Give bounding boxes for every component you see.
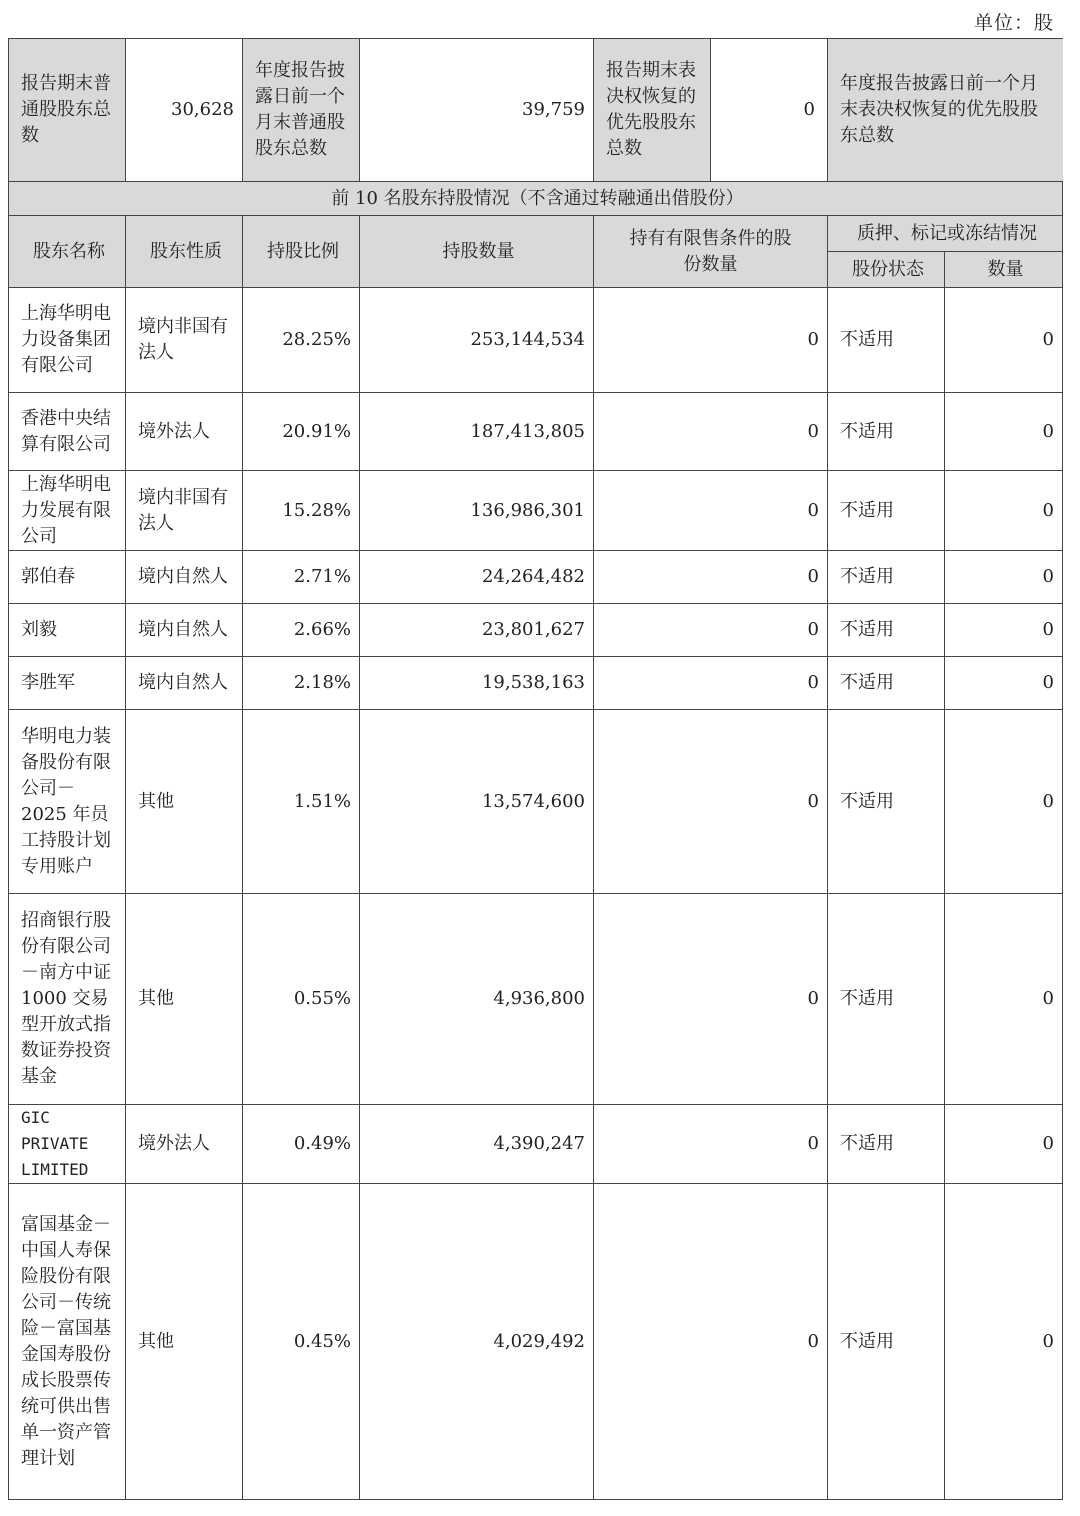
cell-pledge-status: 不适用 [828, 551, 945, 604]
cell-restricted: 0 [594, 471, 828, 551]
cell-pledge-qty: 0 [945, 1105, 1063, 1184]
table-row [9, 1184, 1063, 1500]
table-row [9, 657, 1063, 710]
cell-nature: 其他 [126, 894, 243, 1105]
cell-name: 上海华明电力发展有限公司 [9, 471, 126, 551]
cell-ratio: 0.55% [243, 894, 360, 1105]
cell-pledge-status: 不适用 [828, 1184, 945, 1500]
shareholder-table [8, 38, 1063, 1500]
cell-restricted: 0 [594, 1184, 828, 1500]
cell-ratio: 15.28% [243, 471, 360, 551]
cell-pledge-qty: 0 [945, 1184, 1063, 1500]
table-row [9, 894, 1063, 1105]
header-nature: 股东性质 [126, 216, 243, 288]
cell-shares: 187,413,805 [360, 393, 594, 471]
cell-restricted: 0 [594, 288, 828, 393]
section-title: 前 10 名股东持股情况（不含通过转融通出借股份） [9, 182, 1063, 216]
cell-nature: 境内非国有法人 [126, 471, 243, 551]
cell-restricted: 0 [594, 657, 828, 710]
cell-shares: 4,390,247 [360, 1105, 594, 1184]
summary-pref-prior-block [828, 39, 1038, 182]
cell-shares: 4,936,800 [360, 894, 594, 1105]
cell-name: 郭伯春 [9, 551, 126, 604]
table-row [9, 551, 1063, 604]
cell-ratio: 1.51% [243, 710, 360, 894]
cell-nature: 境内自然人 [126, 604, 243, 657]
summary-pref-block [594, 39, 828, 182]
cell-nature: 其他 [126, 710, 243, 894]
cell-pledge-status: 不适用 [828, 393, 945, 471]
cell-shares: 13,574,600 [360, 710, 594, 894]
header-name: 股东名称 [9, 216, 126, 288]
cell-name: 华明电力装备股份有限公司－2025 年员工持股计划专用账户 [9, 710, 126, 894]
cell-name: 李胜军 [9, 657, 126, 710]
cell-ratio: 0.49% [243, 1105, 360, 1184]
cell-nature: 境内非国有法人 [126, 288, 243, 393]
cell-pledge-qty: 0 [945, 657, 1063, 710]
cell-shares: 24,264,482 [360, 551, 594, 604]
summary-value-prior-month-holders [360, 39, 594, 182]
cell-ratio: 2.18% [243, 657, 360, 710]
cell-name: GIC PRIVATE LIMITED [9, 1105, 126, 1184]
cell-ratio: 2.66% [243, 604, 360, 657]
header-pledge-group: 质押、标记或冻结情况 [828, 216, 1063, 252]
cell-name: 富国基金－中国人寿保险股份有限公司－传统险－富国基金国寿股份成长股票传统可供出售单一资产管理计划 [9, 1184, 126, 1500]
cell-nature: 其他 [126, 1184, 243, 1500]
cell-shares: 136,986,301 [360, 471, 594, 551]
cell-nature: 境外法人 [126, 1105, 243, 1184]
cell-pledge-qty: 0 [945, 551, 1063, 604]
cell-pledge-qty: 0 [945, 288, 1063, 393]
header-ratio: 持股比例 [243, 216, 360, 288]
cell-pledge-qty: 0 [945, 471, 1063, 551]
summary-row [9, 39, 1063, 182]
cell-restricted: 0 [594, 551, 828, 604]
cell-nature: 境外法人 [126, 393, 243, 471]
cell-pledge-status: 不适用 [828, 1105, 945, 1184]
summary-label-prior-month-pref-holders: 年度报告披露日前一个月末表决权恢复的优先股股东总数 [828, 39, 1063, 181]
table-row [9, 604, 1063, 657]
cell-shares: 19,538,163 [360, 657, 594, 710]
table-row [9, 471, 1063, 551]
cell-shares: 4,029,492 [360, 1184, 594, 1500]
table-row [9, 393, 1063, 471]
cell-name: 上海华明电力设备集团有限公司 [9, 288, 126, 393]
cell-restricted: 0 [594, 604, 828, 657]
header-restricted: 持有有限售条件的股份数量 [594, 216, 828, 288]
cell-ratio: 28.25% [243, 288, 360, 393]
cell-ratio: 2.71% [243, 551, 360, 604]
header-shares: 持股数量 [360, 216, 594, 288]
cell-pledge-qty: 0 [945, 894, 1063, 1105]
cell-name: 刘毅 [9, 604, 126, 657]
cell-pledge-status: 不适用 [828, 710, 945, 894]
cell-restricted: 0 [594, 1105, 828, 1184]
cell-pledge-qty: 0 [945, 393, 1063, 471]
cell-pledge-status: 不适用 [828, 471, 945, 551]
cell-pledge-status: 不适用 [828, 288, 945, 393]
cell-pledge-qty: 0 [945, 604, 1063, 657]
unit-label: 单位：股 [973, 12, 1054, 34]
summary-value-prior-month-holders-text: 39,759 [522, 99, 585, 120]
cell-restricted: 0 [594, 393, 828, 471]
cell-restricted: 0 [594, 894, 828, 1105]
table-row [9, 1105, 1063, 1184]
cell-pledge-status: 不适用 [828, 894, 945, 1105]
header-pledge-status: 股份状态 [828, 252, 945, 288]
summary-label-common-holders: 报告期末普通股股东总数 [9, 39, 126, 182]
cell-name: 香港中央结算有限公司 [9, 393, 126, 471]
summary-label-pref-holders: 报告期末表决权恢复的优先股股东总数 [594, 39, 711, 181]
cell-restricted: 0 [594, 710, 828, 894]
summary-value-common-holders: 30,628 [126, 39, 243, 182]
cell-shares: 253,144,534 [360, 288, 594, 393]
summary-label-prior-month-holders: 年度报告披露日前一个月末普通股股东总数 [243, 39, 360, 182]
cell-name: 招商银行股份有限公司－南方中证 1000 交易型开放式指数证券投资基金 [9, 894, 126, 1105]
header-pledge-qty: 数量 [945, 252, 1063, 288]
cell-pledge-qty: 0 [945, 710, 1063, 894]
cell-pledge-status: 不适用 [828, 657, 945, 710]
cell-pledge-status: 不适用 [828, 604, 945, 657]
cell-ratio: 20.91% [243, 393, 360, 471]
cell-nature: 境内自然人 [126, 657, 243, 710]
table-row [9, 288, 1063, 393]
cell-nature: 境内自然人 [126, 551, 243, 604]
cell-shares: 23,801,627 [360, 604, 594, 657]
summary-value-pref-holders: 0 [803, 99, 815, 120]
cell-ratio: 0.45% [243, 1184, 360, 1500]
table-row [9, 710, 1063, 894]
